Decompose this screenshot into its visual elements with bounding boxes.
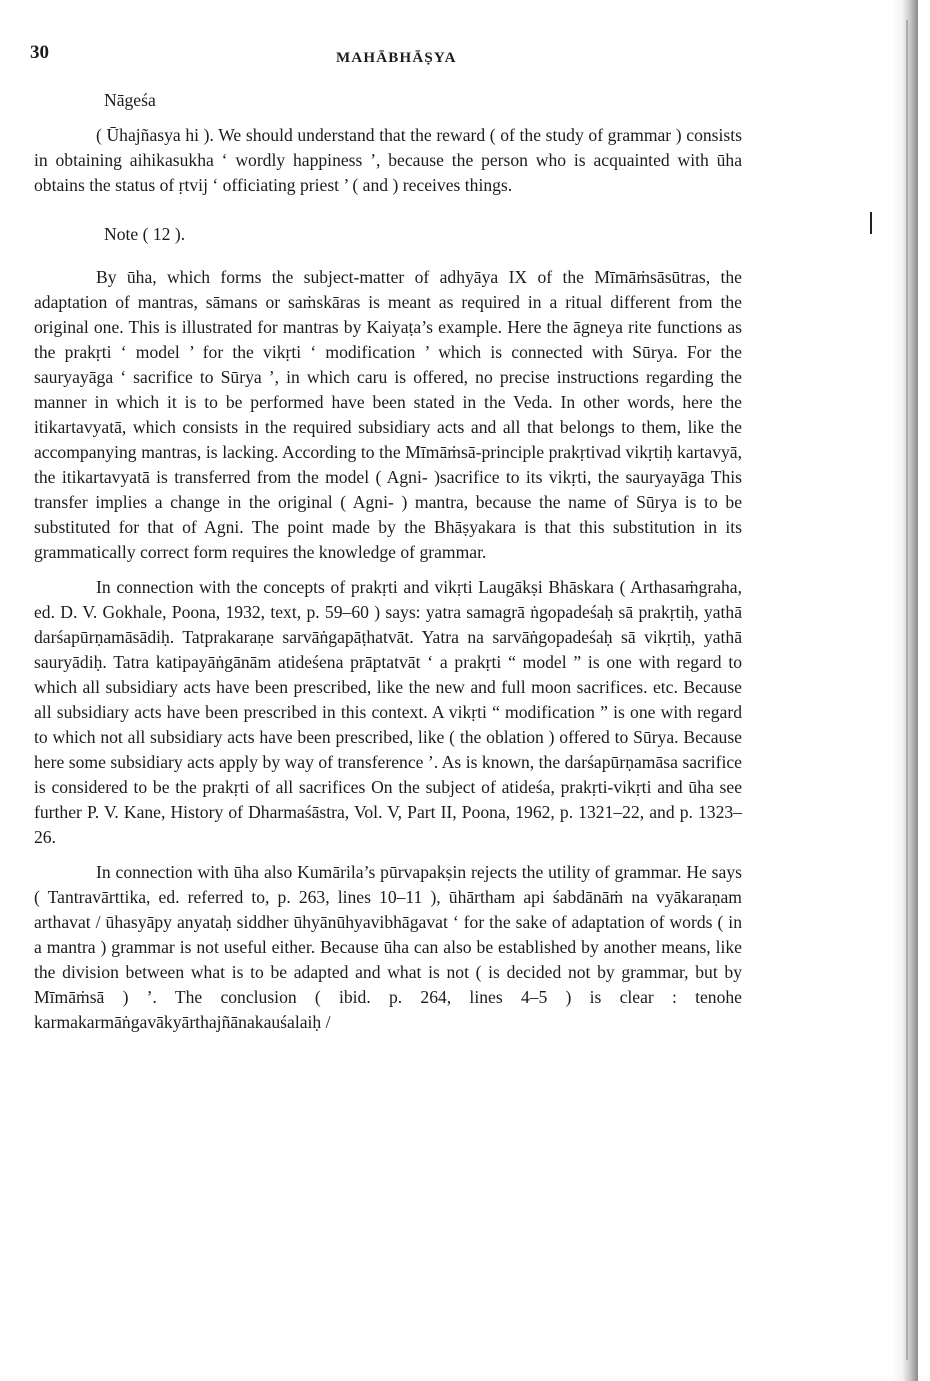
scan-mark [870,212,872,234]
section-heading-nagesa: Nāgeśa [104,90,156,110]
paragraph-uha: By ūha, which forms the subject-matter of adhyāya IX of the Mīmāṁsāsūtras, the adaptation of mantras, sāmans or saṁskāras is meant as required in a ritual different from the original one. This is illustrated for mantras by Kaiyaṭa’s example. Here the āgneya rite functions as the prakṛti ‘ model ’ for the vikṛti ‘ modification ’ which is connected with Sūrya. For the sauryayāga ‘ sacrifice to Sūrya ’, in which caru is offered, no precise instructions regarding the manner in which it is to be performed have been stated in the Veda. In other words, here the itikartavyatā, which consists in the required subsidiary acts and all that belongs to them, like the accompanying mantras, is lacking. According to the Mīmāṁsā-principle prakṛtivad vikṛtiḥ kartavyā, the itikartavyatā is transferred from the model ( Agni- )sacrifice to its vikṛti, the sauryayāga This transfer implies a change in the original ( Agni- ) mantra, because the name of Sūrya is to be substituted for that of Agni. The point made by the Bhāṣyakara is that this substitution in its grammatically correct form requires the knowledge of grammar. [34,267,742,562]
scan-edge-shadow [892,0,918,1381]
page-number: 30 [30,42,49,63]
page-header [0,40,930,70]
paragraph-nagesa: ( Ūhajñasya hi ). We should understand that the reward ( of the study of grammar ) consists in obtaining aihikasukha ‘ wordly happiness ’, because the person who is acquainted with ūha obtains the status of ṛtvij ‘ officiating priest ’ ( and ) receives things. [34,125,742,195]
note-heading: Note ( 12 ). [104,224,186,244]
paragraph-prakrti-vikrti: In connection with the concepts of prakṛti and vikṛti Laugākṣi Bhāskara ( Arthasaṁgraha, ed. D. V. Gokhale, Poona, 1932, text, p. 59–60 ) says: yatra samagrā ṅgopadeśaḥ sā prakṛtiḥ, yathā darśapūrṇamāsādiḥ. Tatprakaraṇe sarvāṅgapāṭhatvāt. Yatra na sarvāṅgopadeśaḥ sā vikṛtiḥ, yathā sauryādiḥ. Tatra katipayāṅgānām atideśena prāptatvāt ‘ a prakṛti “ model ” is one with regard to which all subsidiary acts have been prescribed, like the new and full moon sacrifices. etc. Because all subsidiary acts have been prescribed in this context. A vikṛti “ modification ” is one with regard to which not all subsidiary acts have been prescribed, like ( the oblation ) offered to Sūrya. Because here some subsidiary acts apply by way of transference ’. As is known, the darśapūrṇamāsa sacrifice is considered to be the prakṛti of all sacrifices On the subject of atideśa, prakṛti-vikṛti and ūha see further P. V. Kane, History of Dharmaśāstra, Vol. V, Part II, Poona, 1962, p. 1321–22, and p. 1323–26. [34,577,742,847]
paragraph-kumarila: In connection with ūha also Kumārila’s pūrvapakṣin rejects the utility of grammar. He says ( Tantravārttika, ed. referred to, p. 263, lines 10–11 ), ūhārtham api śabdānāṁ na vyākaraṇam arthavat / ūhasyāpy anyataḥ siddher ūhyānūhyavibhāgavat ‘ for the sake of adaptation of words ( in a mantra ) grammar is not useful either. Because ūha can also be established by another means, like the division between what is to be adapted and what is not ( is decided not by grammar, but by Mīmāṁsā ) ’. The conclusion ( ibid. p. 264, lines 4–5 ) is clear : tenohe karmakarmāṅgavākyārthajñānakauśalaiḥ / [34,862,742,1032]
body-text [34,88,742,1035]
running-title: MAHĀBHĀṢYA [336,50,457,66]
